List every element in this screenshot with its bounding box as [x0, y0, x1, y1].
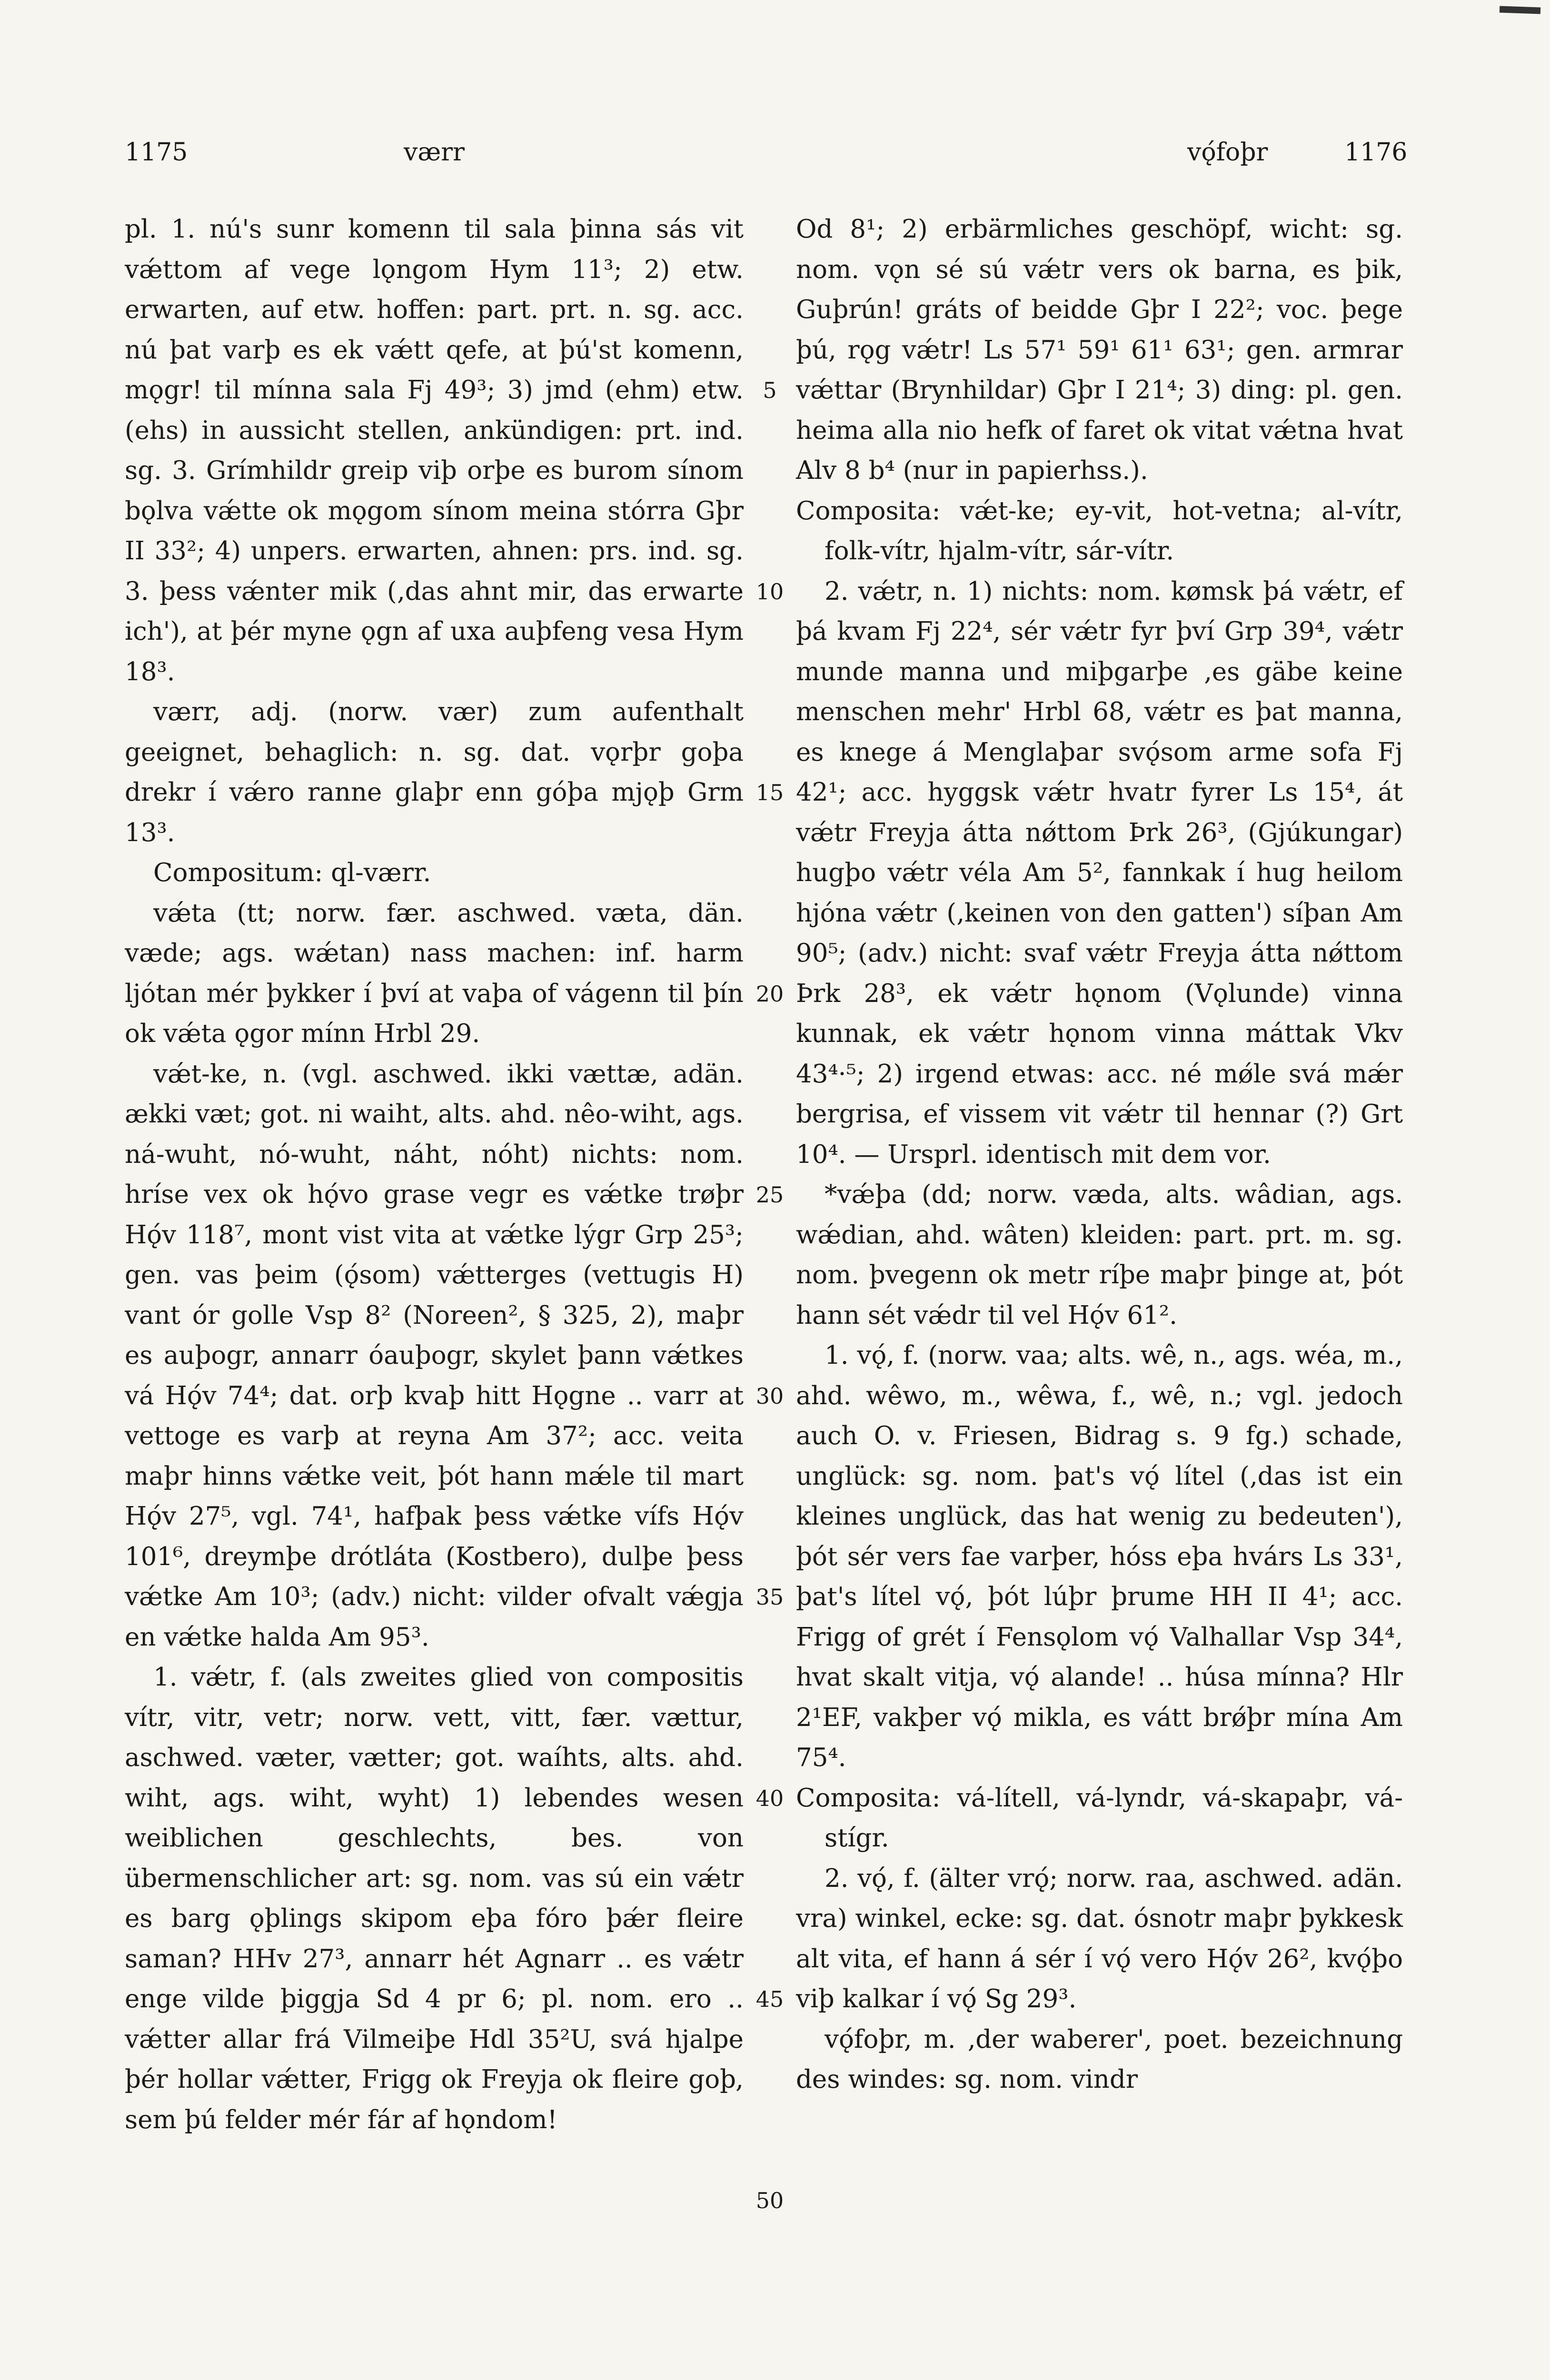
line-number: 15	[755, 780, 784, 805]
page-number-left: 1175	[125, 138, 188, 167]
line-number: 40	[755, 1785, 784, 1811]
entry-vaetke: vǽt-ke, n. (vgl. aschwed. ikki vættæ, adän. ækki væt; got. ni waiht, alts. ahd. nêo-wiht, ags. ná-wuht, nó-wuht, náht, nóht) nichts: nom. hríse vex ok hǫ́vo grase vegr es vǽtke trøþr Hǫ́v 118⁷, mont vist vita at vǽtke lýgr Grp 25³; gen. vas þeim (ǫ́som) vǽtterges (vettugis H) vant ór golle Vsp 8² (Noreen², § 325, 2), maþr es auþogr, annarr óauþogr, skylet þann vǽtkes vá Hǫ́v 74⁴; dat. orþ kvaþ hitt Hǫgne .. varr at vettoge es varþ at reyna Am 37²; acc. veita maþr hinns vǽtke veit, þót hann mǽle til mart Hǫ́v 27⁵, vgl. 74¹, hafþak þess vǽtke vífs Hǫ́v 101⁶, dreymþe drótláta (Kostbero), dulþe þess vǽtke Am 10³; (adv.) nicht: vilder ofvalt vǽgja en vǽtke halda Am 95³.	[125, 1059, 744, 1652]
line-number: 30	[755, 1383, 784, 1409]
line-number: 5	[763, 377, 777, 403]
entry-vo-1: 1. vǫ́, f. (norw. vaa; alts. wê, n., ags. wéa, m., ahd. wêwo, m., wêwa, f., wê, n.; vgl. jedoch auch O. v. Friesen, Bidrag s. 9 fg.) schade, unglück: sg. nom. þat's vǫ́ lítel (‚das ist ein kleines unglück, das hat wenig zu bedeuten'), þót sér vers fae varþer, hóss eþa hvárs Ls 33¹, þat's lítel vǫ́, þót lúþr þrume HH II 4¹; acc. Frigg of grét í Fensǫlom vǫ́ Valhallar Vsp 34⁴, hvat skalt vitja, vǫ́ alande! .. húsa mínna? Hlr 2¹EF, vakþer vǫ́ mikla, es vátt brǿþr mína Am 75⁴.	[796, 1341, 1403, 1772]
composita-vo: Composita: vá-lítell, vá-lyndr, vá-skapaþr, vá-stígr.	[796, 1783, 1403, 1853]
entry-vo-2: 2. vǫ́, f. (älter vrǫ́; norw. raa, aschwed. adän. vra) winkel, ecke: sg. dat. ósnotr maþr þykkesk alt vita, ef hann á sér í vǫ́ vero Hǫ́v 26², kvǫ́þo viþ kalkar í vǫ́ Sg 29³.	[796, 1864, 1403, 2013]
page-number-right: 1176	[1344, 138, 1408, 167]
composita-vaetr: Composita: vǽt-ke; ey-vit, hot-vetna; al-vítr, folk-vítr, hjalm-vítr, sár-vítr.	[796, 496, 1403, 565]
line-number: 50	[755, 2187, 784, 2213]
page-header	[0, 138, 1550, 176]
entry-continuation: pl. 1. nú's sunr komenn til sala þinna sás vit vǽttom af vege lǫngom Hym 11³; 2) etw. erwarten, auf etw. hoffen: part. prt. n. sg. acc. nú þat varþ es ek vǽtt ɋefe, at þú'st komenn, mǫgr! til mínna sala Fj 49³; 3) jmd (ehm) etw. (ehs) in aussicht stellen, ankündigen: prt. ind. sg. 3. Grímhildr greip viþ orþe es burom sínom bǫlva vǽtte ok mǫgom sínom meina stórra Gþr II 33²; 4) unpers. erwarten, ahnen: prs. ind. sg. 3. þess vǽnter mik (‚das ahnt mir, das erwarte ich'), at þér myne ǫgn af uxa auþfeng vesa Hym 18³.	[125, 215, 744, 686]
line-numbers	[744, 209, 796, 2221]
entry-vaetr-1: 1. vǽtr, f. (als zweites glied von compositis vítr, vitr, vetr; norw. vett, vitt, fær. vættur, aschwed. væter, vætter; got. waíhts, alts. ahd. wiht, ags. wiht, wyht) 1) lebendes wesen weiblichen geschlechts, bes. von übermenschlicher art: sg. nom. vas sú ein vǽtr es barg ǫþlings skipom eþa fóro þǽr fleire saman? HHv 27³, annarr hét Agnarr .. es vǽtr enge vilde þiggja Sd 4 pr 6; pl. nom. ero .. vǽtter allar frá Vilmeiþe Hdl 35²U, svá hjalpe þér hollar vǽtter, Frigg ok Freyja ok fleire goþ, sem þú felder mér fár af hǫndom!	[125, 1663, 744, 2134]
line-number: 25	[755, 1182, 784, 1208]
line-number: 20	[755, 981, 784, 1007]
entry-continuation: Od 8¹; 2) erbärmliches geschöpf, wicht: sg. nom. vǫn sé sú vǽtr vers ok barna, es þik, Guþrún! gráts of beidde Gþr I 22²; voc. þege þú, rǫg vǽtr! Ls 57¹ 59¹ 61¹ 63¹; gen. armrar vǽttar (Brynhildar) Gþr I 21⁴; 3) ding: pl. gen. heima alla nio hefk of faret ok vitat vǽtna hvat Alv 8 b⁴ (nur in papierhss.).	[796, 215, 1403, 485]
line-number: 45	[755, 1986, 784, 2012]
left-column	[125, 209, 744, 2140]
running-headword-right: vǫ́foþr	[1187, 138, 1268, 167]
right-column	[796, 209, 1403, 2100]
entry-vaeta: vǽta (tt; norw. fær. aschwed. væta, dän. væde; ags. wǽtan) nass machen: inf. harm ljótan mér þykker í því at vaþa of vágenn til þín ok vǽta ǫgor mínn Hrbl 29.	[125, 898, 744, 1048]
compositum-vaerr: Compositum: ql-værr.	[153, 858, 431, 887]
line-number: 35	[755, 1584, 784, 1610]
entry-vaetr-2: 2. vǽtr, n. 1) nichts: nom. kømsk þá vǽtr, ef þá kvam Fj 22⁴, sér vǽtr fyr því Grp 39⁴, vǽtr munde manna und miþgarþe ‚es gäbe keine menschen mehr' Hrbl 68, vǽtr es þat manna, es knege á Menglaþar svǫ́som arme sofa Fj 42¹; acc. hyggsk vǽtr hvatr fyrer Ls 15⁴, át vǽtr Freyja átta nǿttom Þrk 26³, (Gjúkungar) hugþo vǽtr véla Am 5², fannkak í hug heilom hjóna vǽtr (‚keinen von den gatten') síþan Am 90⁵; (adv.) nicht: svaf vǽtr Freyja átta nǿttom Þrk 28³, ek vǽtr hǫnom (Vǫlunde) vinna kunnak, ek vǽtr hǫnom vinna máttak Vkv 43⁴·⁵; 2) irgend etwas: acc. né mǿle svá mǽr bergrisa, ef vissem vit vǽtr til hennar (?) Grt 10⁴. — Ursprl. identisch mit dem vor.	[796, 576, 1403, 1169]
scan-mark	[1500, 6, 1540, 14]
entry-vaerr: værr, adj. (norw. vær) zum aufenthalt geeignet, behaglich: n. sg. dat. vǫrþr goþa drekr í vǽro ranne glaþr enn góþa mjǫþ Grm 13³.	[125, 697, 744, 847]
line-number: 10	[755, 578, 784, 605]
entry-vofothr: vǫ́foþr, m. ‚der waberer', poet. bezeichnung des windes: sg. nom. vindr	[796, 2024, 1403, 2094]
entry-vaetha: *vǽþa (dd; norw. væda, alts. wâdian, ags. wǽdian, ahd. wâten) kleiden: part. prt. m. sg. nom. þvegenn ok metr ríþe maþr þinge at, þót hann sét vǽdr til vel Hǫ́v 61².	[796, 1180, 1403, 1330]
running-headword-left: værr	[404, 138, 465, 167]
